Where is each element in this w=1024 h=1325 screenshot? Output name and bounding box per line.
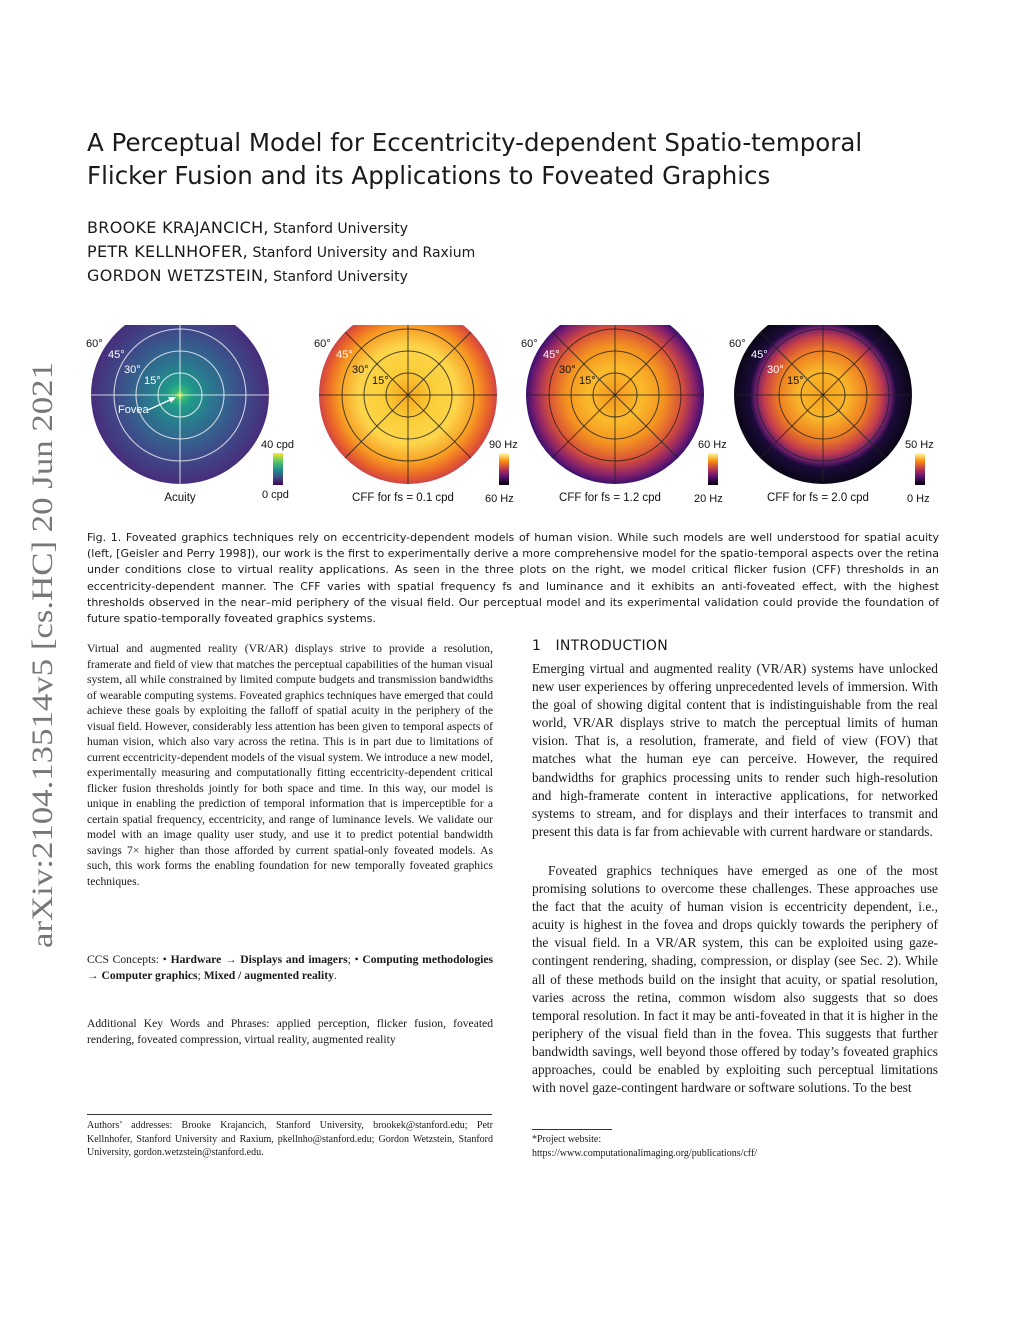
author-3: [87, 266, 408, 285]
ring-label-45: 45°: [336, 349, 353, 361]
arxiv-id: arXiv:2104.13514v5 [cs.HC] 20 Jun 2021: [26, 443, 59, 948]
plot-label: CFF for fs = 2.0 cpd: [767, 492, 869, 504]
plot-label: CFF for fs = 1.2 cpd: [559, 492, 661, 504]
ring-label-30: 30°: [767, 364, 784, 376]
plot-label: CFF for fs = 0.1 cpd: [352, 492, 454, 504]
ring-label-45: 45°: [751, 349, 768, 361]
author-affiliation: Stanford University: [268, 269, 408, 285]
section-number: 1: [532, 638, 542, 654]
section-title: INTRODUCTION: [555, 638, 668, 654]
author-name: GORDON WETZSTEIN,: [87, 266, 269, 285]
ring-label-15: 15°: [372, 375, 389, 387]
paper-title: A Perceptual Model for Eccentricity-dependent Spatio-temporal Flicker Fusion and its Applications to Foveated Graphics: [87, 128, 863, 190]
ring-label-60: 60°: [314, 338, 331, 350]
author-name: BROOKE KRAJANCICH,: [87, 218, 269, 237]
ccs-separator: ;: [197, 969, 204, 982]
plot-label: Acuity: [164, 492, 196, 504]
colorbar: [273, 453, 283, 485]
ccs-item: Hardware → Displays and imagers: [170, 953, 348, 966]
cff-plot-1: [314, 325, 518, 505]
colorbar-min: 20 Hz: [694, 493, 723, 505]
ring-label-30: 30°: [124, 364, 141, 376]
project-footnote-label: *Project website:: [532, 1134, 602, 1145]
keywords: Additional Key Words and Phrases: applied perception, flicker fusion, foveated rendering, foveated compression, virtual reality, augmented reality: [87, 1017, 493, 1046]
ring-label-45: 45°: [543, 349, 560, 361]
figure-number: Fig. 1.: [87, 531, 122, 544]
project-footnote: [532, 1133, 938, 1160]
abstract: Virtual and augmented reality (VR/AR) displays strive to provide a resolution, framerate and field of view that matches the perceptual capabilities of the human visual system, all while constrained by limited compute budgets and transmission bandwidths of wearable computing systems. Foveated graphics techniques have emerged that could achieve these goals by exploiting the falloff of spatial acuity in the periphery of the visual field. However, considerably less attention has been given to temporal aspects of human vision, which also vary across the retina. This is in part due to limitations of current eccentricity-dependent models of the visual system. We introduce a new model, experimentally measuring and computationally fitting eccentricity-dependent critical flicker fusion thresholds jointly for both space and time. In this way, our model is unique in enabling the prediction of temporal information that is imperceptible for a certain spatial frequency, eccentricity, and range of luminance levels. We validate our model with an image quality user study, and use it to predict potential bandwidth savings 7× higher than those afforded by current spatial-only foveated models. As such, this work forms the enabling foundation for new temporally foveated graphics techniques.: [87, 642, 493, 888]
author-name: PETR KELLNHOFER,: [87, 242, 249, 261]
caption-text: Foveated graphics techniques rely on eccentricity-dependent models of human vision. While such models are well understood for spatial acuity (left, [Geisler and Perry 1998]), our work is the first to experimentally derive a more comprehensive model for the spatio-temporal aspects over the retina under conditions close to virtual reality applications. As seen in the three plots on the right, we model critical flicker fusion (CFF) thresholds in an eccentricity-dependent manner. The CFF varies with spatial frequency fs and luminance and it exhibits an anti-foveated effect, with the highest thresholds observed in the near–mid periphery of the visual field. Our perceptual model and its experimental validation could provide the foundation of future spatio-temporally foveated graphics systems.: [87, 531, 939, 626]
section-heading: [532, 638, 668, 654]
colorbar-min: 60 Hz: [485, 493, 514, 505]
ccs-separator: ; •: [347, 953, 363, 966]
ccs-end: .: [333, 969, 337, 982]
ring-label-15: 15°: [144, 375, 161, 387]
intro-paragraph-1: Emerging virtual and augmented reality (VR/AR) systems have unlocked new user experiences by offering unprecedented levels of immersion. With the goal of showing digital content that is indistinguishable from the real world, VR/AR displays strive to match the perceptual limits of human vision. That is, a resolution, framerate, and field of view (FOV) that matches what the human eye can perceive. However, the required bandwidths for graphics processing units to render such high-resolution and high-framerate content in interactive applications, for networked systems to stream, and for displays and their interfaces to transmit and present this data is far from achievable with current hardware or standards.: [532, 661, 938, 839]
figure-1: [80, 325, 950, 515]
ring-label-15: 15°: [787, 375, 804, 387]
colorbar-max: 40 cpd: [261, 439, 295, 451]
ccs-prefix: CCS Concepts: •: [87, 953, 171, 966]
colorbar: [915, 453, 925, 485]
ring-label-15: 15°: [579, 375, 596, 387]
colorbar-max: 60 Hz: [698, 439, 727, 451]
author-1: [87, 218, 408, 237]
ring-label-60: 60°: [729, 338, 746, 350]
ring-label-45: 45°: [108, 349, 125, 361]
project-footnote-rule: [532, 1129, 612, 1130]
intro-paragraph-2: Foveated graphics techniques have emerged as one of the most promising solutions to overcome these challenges. These approaches use the fact that the acuity of human vision is eccentricity dependent, i.e., acuity is highest in the fovea and drops quickly towards the periphery of the visual field. In a VR/AR system, this can be exploited using gaze-contingent rendering, shading, compression, or display (see Sec. 2). While all of these methods build on the insight that acuity, or spatial resolution, varies across the retina, common wisdom also suggests that so does temporal resolution. In fact it may be anti-foveated in that it is higher in the periphery of the visual field than in the fovea. This suggests that further bandwidth savings, well beyond those offered by today’s foveated graphics approaches, could be enabled by exploiting such perceptual limitations with novel gaze-contingent hardware or software solutions. To the best: [532, 863, 938, 1096]
fovea-label: Fovea: [118, 404, 149, 416]
ccs-item: Computing methodologies → Computer graphics: [87, 953, 494, 982]
cff-plot-3: [729, 325, 934, 505]
ccs-item: Mixed / augmented reality: [203, 969, 334, 982]
colorbar-min: 0 cpd: [262, 489, 289, 501]
cff-plot-2: [521, 325, 727, 505]
colorbar-max: 50 Hz: [905, 439, 934, 451]
author-affiliation: Stanford University: [268, 221, 409, 237]
colorbar: [499, 453, 509, 485]
project-website-link[interactable]: https://www.computationalimaging.org/publications/cff/: [532, 1147, 758, 1159]
ring-label-30: 30°: [352, 364, 369, 376]
authors-footnote: Authors’ addresses: Brooke Krajancich, Stanford University, brookek@stanford.edu; Petr Kellnhofer, Stanford University and Raxium, pkellnho@stanford.edu; Gordon Wetzstein, Stanford University, gordon.wetzstein@stanford.edu.: [87, 1120, 493, 1158]
colorbar-min: 0 Hz: [907, 493, 930, 505]
ring-label-30: 30°: [559, 364, 576, 376]
author-affiliation: Stanford University and Raxium: [248, 245, 476, 261]
colorbar-max: 90 Hz: [489, 439, 518, 451]
acuity-plot: [86, 325, 294, 504]
author-2: [87, 242, 475, 261]
colorbar: [708, 453, 718, 485]
figure-caption: [87, 530, 939, 627]
ccs-concepts: [87, 952, 493, 984]
footnote-rule: [87, 1114, 492, 1115]
ring-label-60: 60°: [521, 338, 538, 350]
arxiv-stamp: [14, 360, 66, 950]
ring-label-60: 60°: [86, 338, 103, 350]
